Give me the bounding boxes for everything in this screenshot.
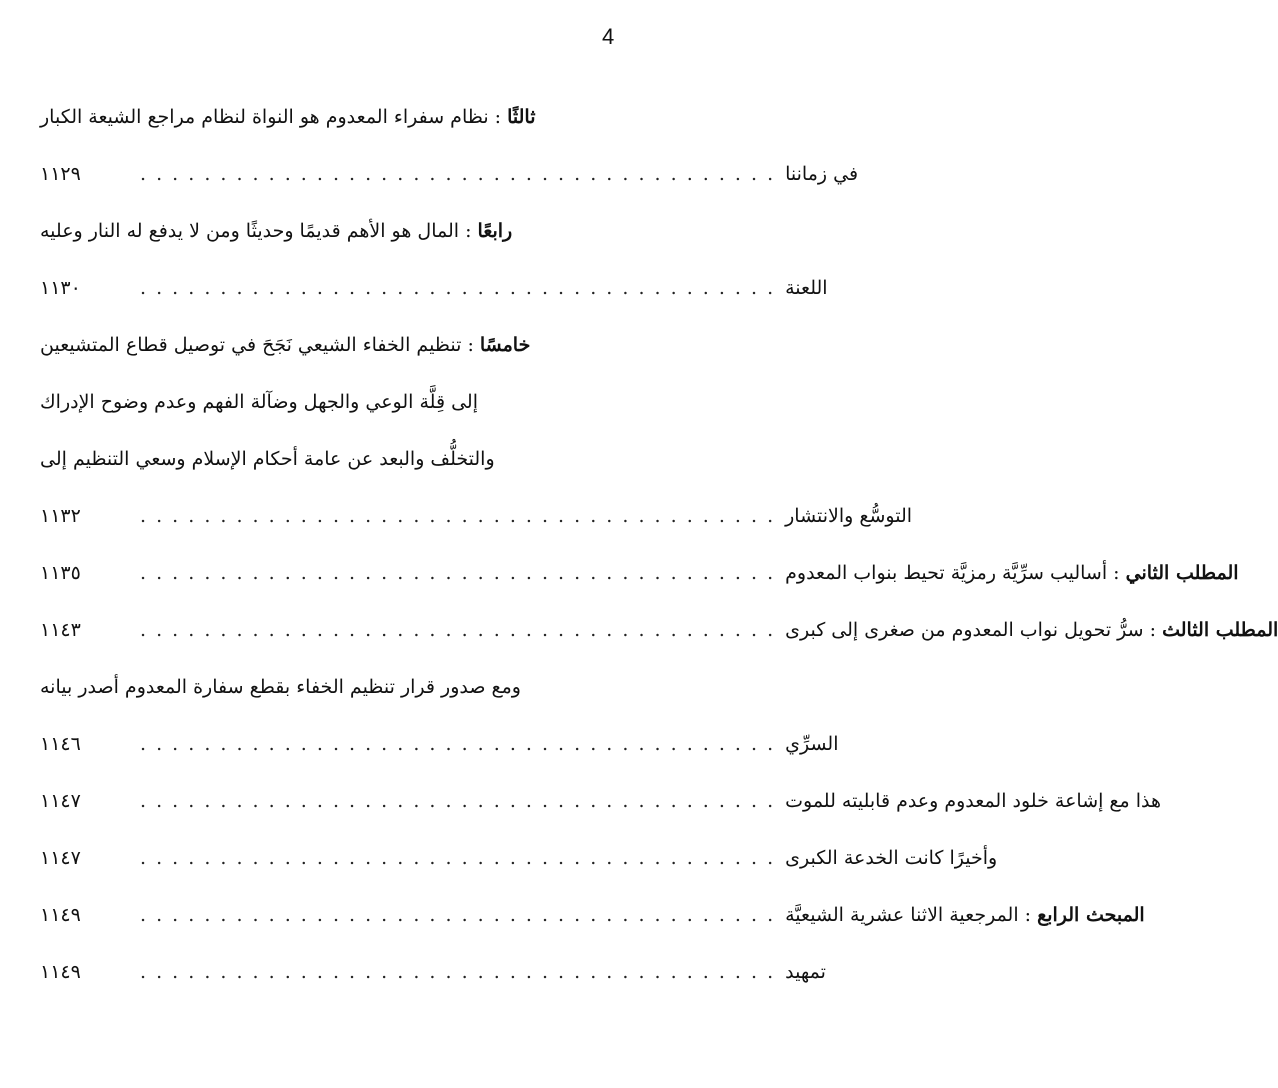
toc-entry-title: اللعنة (785, 276, 828, 299)
toc-entry (40, 715, 839, 772)
toc-entry-label: رابعًا (477, 219, 513, 242)
toc-entry-text (40, 676, 521, 698)
toc-entry-title: والتخلُّف والبعد عن عامة أحكام الإسلام وسعي التنظيم إلى (40, 447, 495, 470)
toc-entry-page: ١١٤٦ (40, 732, 81, 755)
dot-leader: . . . . . . . . . . . . . . . . . . . . . . . . . . . . . . . . . . . . . . . . (140, 162, 776, 185)
toc-entry-page: ١١٤٧ (40, 789, 81, 812)
toc-entry-text (785, 163, 858, 185)
dot-leader: . . . . . . . . . . . . . . . . . . . . . . . . . . . . . . . . . . . . . . . . (140, 789, 776, 812)
toc-entry (40, 316, 644, 373)
toc-entry-page: ١١٣٥ (40, 561, 81, 584)
toc-entry (40, 886, 1145, 943)
toc-entry-text (40, 448, 495, 470)
toc-entry-title: : سرُّ تحويل نواب المعدوم من صغرى إلى كبرى (785, 618, 1163, 641)
toc-entry (40, 145, 859, 202)
toc-entry-label: المطلب الثالث (1162, 618, 1278, 641)
dot-leader: . . . . . . . . . . . . . . . . . . . . . . . . . . . . . . . . . . . . . . . . (140, 732, 776, 755)
table-of-contents (40, 88, 1278, 1000)
toc-entry-title: إلى قِلَّة الوعي والجهل وضآلة الفهم وعدم وضوح الإدراك (40, 390, 478, 413)
toc-entry-label: المبحث الرابع (1037, 903, 1145, 926)
toc-entry-title: في زماننا (785, 162, 859, 185)
toc-entry-page: ١١٤٩ (40, 903, 81, 926)
toc-entry (40, 829, 998, 886)
toc-entry (40, 430, 644, 487)
toc-entry-text (40, 106, 535, 128)
toc-entry-page: ١١٢٩ (40, 162, 81, 185)
toc-entry-title: التوسُّع والانتشار (785, 504, 913, 527)
toc-entry (40, 373, 644, 430)
toc-entry (40, 202, 644, 259)
toc-entry-page: ١١٤٧ (40, 846, 81, 869)
toc-entry (40, 658, 644, 715)
toc-entry-text (40, 334, 530, 356)
toc-entry-title: : المال هو الأهم قديمًا وحديثًا ومن لا يدفع له النار وعليه (40, 219, 478, 242)
toc-entry-title: تمهيد (785, 960, 826, 983)
dot-leader: . . . . . . . . . . . . . . . . . . . . . . . . . . . . . . . . . . . . . . . . (140, 504, 776, 527)
toc-entry-title: : تنظيم الخفاء الشيعي نَجَحَ في توصيل قطاع المتشيعين (40, 333, 480, 356)
toc-entry-title: هذا مع إشاعة خلود المعدوم وعدم قابليته للموت (785, 789, 1162, 812)
toc-entry-label: المطلب الثاني (1125, 561, 1239, 584)
toc-entry-label: خامسًا (479, 333, 531, 356)
page-number: 4 (602, 24, 615, 49)
toc-entry (40, 259, 828, 316)
toc-entry-page: ١١٤٩ (40, 960, 81, 983)
toc-entry-title: وأخيرًا كانت الخدعة الكبرى (785, 846, 998, 869)
toc-entry-text (785, 505, 912, 527)
toc-entry-title: : أساليب سرِّيَّة رمزيَّة تحيط بنواب المعدوم (785, 561, 1126, 584)
toc-entry-page: ١١٤٣ (40, 618, 81, 641)
toc-entry-text (785, 847, 997, 869)
toc-entry (40, 943, 826, 1000)
toc-entry-label: ثالثًا (507, 105, 536, 128)
toc-entry (40, 601, 1278, 658)
toc-entry-title: : نظام سفراء المعدوم هو النواة لنظام مراجع الشيعة الكبار (40, 105, 508, 128)
toc-entry (40, 88, 644, 145)
dot-leader: . . . . . . . . . . . . . . . . . . . . . . . . . . . . . . . . . . . . . . . . (140, 618, 776, 641)
dot-leader: . . . . . . . . . . . . . . . . . . . . . . . . . . . . . . . . . . . . . . . . (140, 960, 776, 983)
toc-entry-text (785, 277, 827, 299)
toc-entry-text (785, 961, 826, 983)
toc-entry (40, 487, 913, 544)
toc-entry-title: السرِّي (785, 732, 839, 755)
toc-entry-text (785, 790, 1161, 812)
toc-entry-text (40, 391, 478, 413)
toc-entry-page: ١١٣٠ (40, 276, 81, 299)
dot-leader: . . . . . . . . . . . . . . . . . . . . . . . . . . . . . . . . . . . . . . . . (140, 903, 776, 926)
toc-entry (40, 772, 1162, 829)
toc-entry-text (785, 562, 1238, 584)
toc-entry (40, 544, 1239, 601)
toc-entry-page: ١١٣٢ (40, 504, 81, 527)
dot-leader: . . . . . . . . . . . . . . . . . . . . . . . . . . . . . . . . . . . . . . . . (140, 561, 776, 584)
toc-entry-title: : المرجعية الاثنا عشرية الشيعيَّة (785, 903, 1038, 926)
toc-entry-text (785, 733, 838, 755)
dot-leader: . . . . . . . . . . . . . . . . . . . . . . . . . . . . . . . . . . . . . . . . (140, 846, 776, 869)
toc-entry-text (785, 619, 1278, 641)
dot-leader: . . . . . . . . . . . . . . . . . . . . . . . . . . . . . . . . . . . . . . . . (140, 276, 776, 299)
toc-entry-title: ومع صدور قرار تنظيم الخفاء بقطع سفارة المعدوم أصدر بيانه (40, 675, 521, 698)
toc-entry-text (785, 904, 1145, 926)
toc-entry-text (40, 220, 512, 242)
